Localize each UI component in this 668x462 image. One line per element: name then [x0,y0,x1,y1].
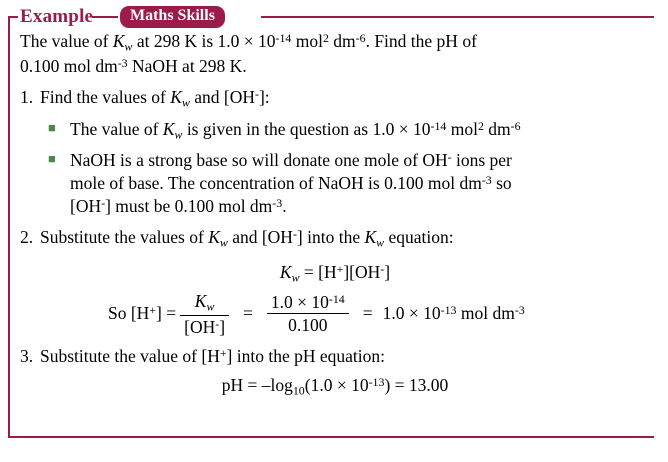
bullet-2-line1-a: NaOH is a strong base so will donate one mole of OH [70,149,448,170]
bullet-2-line3-b: ] must be 0.100 mol dm [105,196,273,217]
intro-kw: K [112,31,125,51]
final-c: ) [384,375,391,396]
bullet-2-line2-a: mole of base. The concentration of NaOH is 0.100 mol dm [70,172,482,193]
working-lead-b: ] = [156,303,177,324]
frac1-kw-sub: w [206,299,215,314]
final-sub: 10 [292,383,305,398]
step-3-text-a: Substitute the value of [H [40,346,220,367]
bullet-1-a: The value of [70,118,163,139]
bullet-1-b: is given in the question as 1.0 × 10 [182,118,431,139]
step-1-kw: K [170,87,182,108]
step-2-kw2-sub: w [376,235,385,250]
bullet-2-line2-sup: -3 [481,173,492,187]
bullet-item-1 [48,118,650,143]
bullet-1-kw: K [162,118,175,139]
bullet-1-mol-sup: 2 [477,118,484,133]
result-b: mol dm [456,303,515,324]
eq-rhs-b: ][OH [343,262,381,283]
bullet-1-dm-sup: -6 [510,118,521,133]
intro-text-e: . Find the pH of [365,31,477,51]
equation-ph-working [20,291,650,337]
step-1-text [40,86,650,111]
intro-text-c: mol [291,31,323,51]
intro-mol-sup: 2 [322,31,329,46]
maths-skills-tag: Maths Skills [120,6,225,28]
final-a: pH = –log [221,375,293,396]
bullet-2-line1-b: ions per [451,149,512,170]
intro-exponent: -14 [275,31,292,46]
frac2-num-sup: -14 [328,292,345,307]
fraction-2-denominator: 0.100 [288,315,328,336]
intro-text-a: The value of [20,31,113,51]
bullet-2-line3-minus: - [101,196,106,211]
step-2-text-b: and [OH [227,227,293,248]
final-eq: = [390,375,409,396]
step-2-text [40,226,650,251]
frame-top-right-segment [261,16,654,18]
fraction-2-numerator [267,292,349,314]
intro-text-d: dm [328,31,356,51]
bullet-2-line2-b: so [491,172,512,193]
frame-bottom-border [8,436,654,438]
example-content [20,30,650,399]
bullet-1-c: mol [446,118,478,139]
bullet-1-d: dm [483,118,511,139]
step-1-text-c: ]: [258,87,270,108]
intro-dm-sup: -6 [355,31,366,46]
eq-rhs-c: ] [384,262,391,283]
step-2-kw2: K [364,227,377,248]
step-2-text-c: ] into the [296,227,365,248]
intro-line2-a: 0.100 mol dm [20,56,118,77]
equation-kw-definition [20,261,650,286]
step-1-text-a: Find the values of [40,87,171,108]
frame-top-left-segment [8,16,18,18]
working-lead [108,302,176,325]
step-3-number: 3. [20,346,34,367]
step-2-text-a: Substitute the values of [40,227,209,248]
example-box [8,6,654,438]
final-value: 13.00 [408,375,449,396]
frac1-den-minus: - [215,316,220,331]
working-equals-1: = [243,303,253,324]
frac2-num-a: 1.0 × 10 [270,292,329,313]
fraction-1-denominator [180,316,229,337]
fraction-kw-over-oh [180,291,229,337]
working-result [383,302,525,325]
eq-rhs-plus: + [336,262,344,277]
intro-text-b: at 298 K is 1.0 × 10 [132,31,276,51]
bullet-2-line3-sup: -3 [272,196,283,211]
frame-top-middle-segment [92,16,118,18]
bullet-square-icon: ■ [48,119,56,135]
step-2-kw: K [208,227,220,248]
intro-kw-sub: w [124,39,133,54]
eq-kw: K [279,262,292,283]
frac1-kw: K [194,290,207,311]
step-1-kw-sub: w [181,95,190,110]
bullet-2-line1-minus: - [447,149,452,164]
step-1-number: 1. [20,87,34,108]
intro-line2-b: NaOH at 298 K. [127,56,247,77]
step-3 [20,345,650,368]
bullet-1-text [70,118,650,143]
bullet-2-line3-a: [OH [70,196,102,217]
step-2-number: 2. [20,227,34,248]
eq-kw-sub: w [291,271,300,285]
result-sup: -13 [440,303,457,318]
question-statement [20,30,630,78]
eq-rhs-minus: - [380,262,385,277]
example-label: Example [20,6,94,27]
step-1-text-b: and [OH [189,87,256,108]
final-sup: -13 [368,375,385,390]
step-3-plus: + [219,346,227,361]
frame-left-border [8,16,10,436]
bullet-2-text [70,149,650,218]
bullet-square-icon: ■ [48,150,56,166]
frac1-den-a: [OH [184,316,216,337]
result-sup2: -3 [514,303,525,318]
working-lead-a: So [H [108,303,150,324]
eq-rhs-a: [H [318,262,337,283]
working-equals-2: = [362,303,373,324]
step-2-minus: - [292,227,297,242]
step-1-minus: - [255,87,259,102]
bullet-1-exp: -14 [430,118,447,133]
intro-line2-sup: -3 [117,56,128,71]
step-3-text [40,345,650,368]
step-2 [20,226,650,251]
step-1-bullet-list [48,118,650,219]
fraction-1-numerator [180,291,229,316]
eq-equals: = [299,262,319,283]
step-2-kw-sub: w [219,235,228,250]
step-3-text-b: ] into the pH equation: [226,346,385,367]
final-b: (1.0 × 10 [304,375,369,396]
fraction-numeric [267,292,349,335]
equation-ph-final [20,374,650,399]
bullet-2-line3-c: . [282,196,287,217]
step-2-text-d: equation: [384,227,454,248]
step-1 [20,86,650,111]
result-a: 1.0 × 10 [382,303,441,324]
bullet-1-kw-sub: w [174,127,183,142]
bullet-item-2 [48,149,650,218]
working-lead-plus: + [149,303,157,318]
frac1-den-b: ] [219,316,226,337]
